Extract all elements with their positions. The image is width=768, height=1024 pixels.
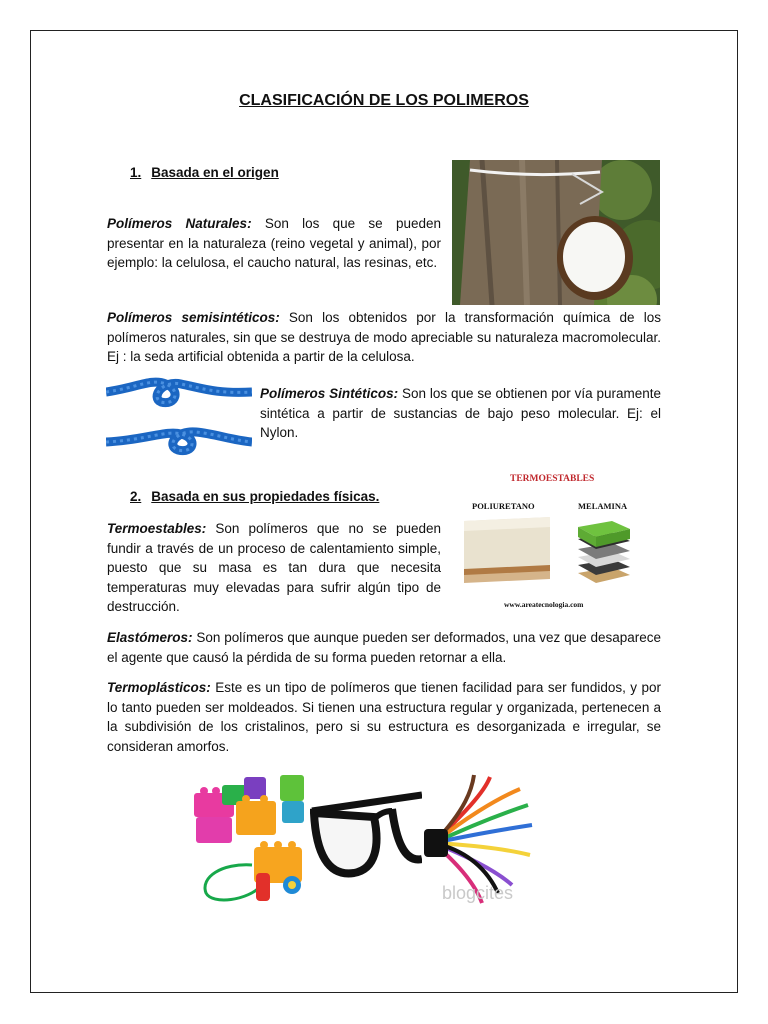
figure-title: TERMOESTABLES [510, 474, 595, 484]
paragraph-sinteticos [260, 384, 661, 443]
section-2-title: Basada en sus propiedades físicas. [151, 489, 380, 504]
rubber-tree-image [452, 160, 660, 305]
paragraph-termoestables [107, 519, 441, 617]
section-2-heading [130, 489, 379, 504]
nylon-rope-image [106, 370, 252, 458]
section-1-title: Basada en el origen [151, 165, 279, 180]
toy-blocks-image [192, 773, 308, 907]
text-termoestables: Son polímeros que no se pueden fundir a través de un proceso de calentamiento simple, puesto que su masa es tan dura que necesita temperaturas muy elevadas para sufrir algún tipo de destrucción. [107, 521, 441, 614]
term-semisinteticos: Polímeros semisintéticos: [107, 310, 280, 325]
poliuretano-image [464, 517, 550, 585]
figure-label-poliuretano: POLIURETANO [472, 501, 535, 511]
section-1-heading [130, 165, 279, 180]
text-semisinteticos: Son los obtenidos por la transformación química de los polímeros naturales, sin que se destruya de modo apreciable su naturaleza macromolecular. Ej : la seda artificial obtenida a partir de la celulosa. [107, 310, 661, 364]
melamina-image [572, 517, 636, 589]
paragraph-termoplasticos [107, 678, 661, 756]
term-elastomeros: Elastómeros: [107, 630, 193, 645]
paragraph-semisinteticos [107, 308, 661, 367]
text-elastomeros: Son polímeros que aunque pueden ser deformados, una vez que desaparece el agente que causó la pérdida de su forma pueden retornar a ella. [107, 630, 661, 665]
eyeglasses-image [310, 773, 422, 907]
section-2-number: 2. [130, 489, 142, 504]
term-sinteticos: Polímeros Sintéticos: [260, 386, 399, 401]
term-termoplasticos: Termoplásticos: [107, 680, 211, 695]
document-title: CLASIFICACIÓN DE LOS POLIMEROS [239, 92, 529, 109]
figure-label-melamina: MELAMINA [578, 501, 628, 511]
text-sinteticos: Son los que se obtienen por vía puramente sintética a partir de sustancias de bajo peso molecular. Ej: el Nylon. [260, 386, 661, 440]
term-termoestables: Termoestables: [107, 521, 207, 536]
text-termoplasticos: Este es un tipo de polímeros que tienen facilidad para ser fundidos, y por lo tanto pueden ser moldeados. Si tienen una estructura regular y organizada, pertenecen a la subdivisión de los cristalinos, pero si su estructura es desorganizada e irregular, se consideran amorfos. [107, 680, 661, 754]
term-naturales: Polímeros Naturales: [107, 216, 252, 231]
paragraph-elastomeros [107, 628, 661, 667]
section-1-number: 1. [130, 165, 142, 180]
figure-source: www.areatecnologia.com [504, 600, 584, 609]
watermark-text: blogcites [442, 883, 514, 903]
paragraph-naturales [107, 214, 441, 273]
text-naturales: Son los que se pueden presentar en la naturaleza (reino vegetal y animal), por ejemplo: la celulosa, el caucho natural, las resinas, etc. [107, 216, 441, 270]
